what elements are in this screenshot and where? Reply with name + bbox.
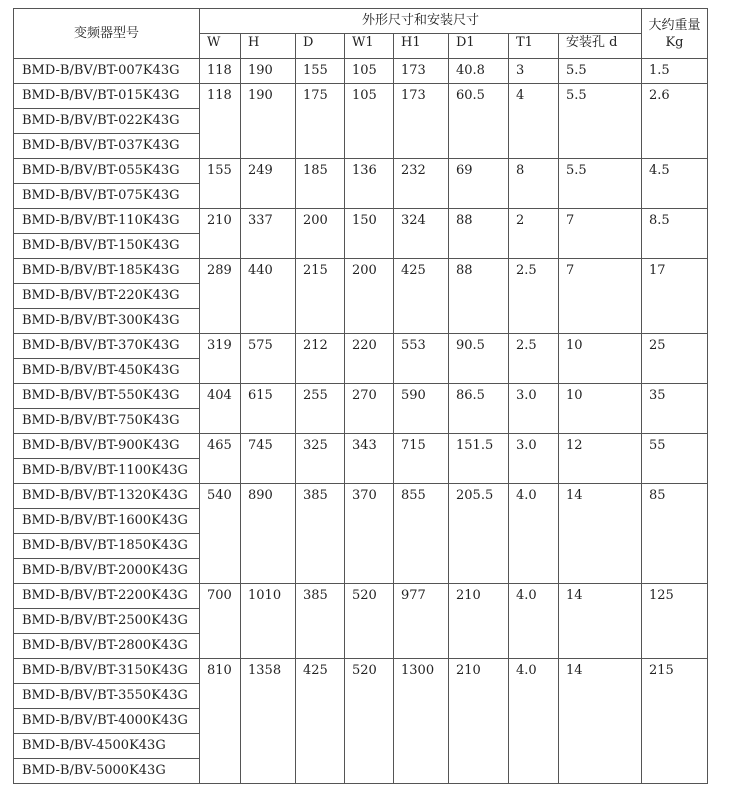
dimension-column-header: W1 (345, 34, 394, 59)
value-cell: 3 (509, 59, 559, 84)
model-cell: BMD-B/BV/BT-2500K43G (14, 609, 200, 634)
value-cell: 173 (394, 59, 449, 84)
table-row (14, 584, 708, 609)
value-cell: 200 (296, 209, 345, 259)
dimensions-table (13, 8, 708, 784)
table-row (14, 159, 708, 184)
weight-header-line1: 大约重量 (648, 17, 701, 33)
value-cell: 118 (200, 84, 241, 159)
value-cell: 5.5 (559, 159, 642, 209)
value-cell: 2.5 (509, 259, 559, 334)
value-cell: 190 (241, 59, 296, 84)
table-row (14, 334, 708, 359)
value-cell: 69 (449, 159, 509, 209)
value-cell: 270 (345, 384, 394, 434)
value-cell: 7 (559, 209, 642, 259)
value-cell: 8 (509, 159, 559, 209)
value-cell: 210 (200, 209, 241, 259)
value-cell: 210 (449, 659, 509, 784)
value-cell: 88 (449, 259, 509, 334)
value-cell: 14 (559, 659, 642, 784)
value-cell: 440 (241, 259, 296, 334)
value-cell: 343 (345, 434, 394, 484)
dimension-column-header: W (200, 34, 241, 59)
value-cell: 12 (559, 434, 642, 484)
value-cell: 1300 (394, 659, 449, 784)
table-row (14, 384, 708, 409)
value-cell: 86.5 (449, 384, 509, 434)
value-cell: 150 (345, 209, 394, 259)
value-cell: 173 (394, 84, 449, 159)
model-cell: BMD-B/BV/BT-900K43G (14, 434, 200, 459)
model-cell: BMD-B/BV/BT-150K43G (14, 234, 200, 259)
value-cell: 200 (345, 259, 394, 334)
value-cell: 1010 (241, 584, 296, 659)
value-cell: 205.5 (449, 484, 509, 584)
model-cell: BMD-B/BV/BT-037K43G (14, 134, 200, 159)
value-cell: 175 (296, 84, 345, 159)
value-cell: 2.6 (642, 84, 708, 159)
value-cell: 890 (241, 484, 296, 584)
value-cell: 14 (559, 484, 642, 584)
value-cell: 60.5 (449, 84, 509, 159)
model-cell: BMD-B/BV/BT-022K43G (14, 109, 200, 134)
model-cell: BMD-B/BV/BT-4000K43G (14, 709, 200, 734)
value-cell: 118 (200, 59, 241, 84)
table-row (14, 659, 708, 684)
value-cell: 810 (200, 659, 241, 784)
value-cell: 35 (642, 384, 708, 434)
model-cell: BMD-B/BV/BT-1850K43G (14, 534, 200, 559)
value-cell: 155 (200, 159, 241, 209)
model-cell: BMD-B/BV/BT-2000K43G (14, 559, 200, 584)
value-cell: 1358 (241, 659, 296, 784)
model-cell: BMD-B/BV-4500K43G (14, 734, 200, 759)
value-cell: 1.5 (642, 59, 708, 84)
value-cell: 4.0 (509, 484, 559, 584)
value-cell: 425 (296, 659, 345, 784)
value-cell: 385 (296, 584, 345, 659)
weight-column-header (642, 9, 708, 59)
model-cell: BMD-B/BV/BT-300K43G (14, 309, 200, 334)
value-cell: 289 (200, 259, 241, 334)
model-cell: BMD-B/BV/BT-750K43G (14, 409, 200, 434)
table-row (14, 59, 708, 84)
value-cell: 4.0 (509, 584, 559, 659)
model-cell: BMD-B/BV/BT-3150K43G (14, 659, 200, 684)
value-cell: 10 (559, 384, 642, 434)
value-cell: 337 (241, 209, 296, 259)
value-cell: 185 (296, 159, 345, 209)
value-cell: 715 (394, 434, 449, 484)
model-cell: BMD-B/BV/BT-185K43G (14, 259, 200, 284)
value-cell: 232 (394, 159, 449, 209)
value-cell: 4.0 (509, 659, 559, 784)
table-row (14, 84, 708, 109)
table-row (14, 434, 708, 459)
value-cell: 90.5 (449, 334, 509, 384)
model-cell: BMD-B/BV/BT-3550K43G (14, 684, 200, 709)
value-cell: 136 (345, 159, 394, 209)
value-cell: 590 (394, 384, 449, 434)
value-cell: 17 (642, 259, 708, 334)
value-cell: 88 (449, 209, 509, 259)
model-cell: BMD-B/BV-5000K43G (14, 759, 200, 784)
value-cell: 745 (241, 434, 296, 484)
value-cell: 8.5 (642, 209, 708, 259)
value-cell: 465 (200, 434, 241, 484)
model-cell: BMD-B/BV/BT-1600K43G (14, 509, 200, 534)
value-cell: 3.0 (509, 434, 559, 484)
value-cell: 215 (642, 659, 708, 784)
weight-header-unit: Kg (665, 34, 684, 50)
model-cell: BMD-B/BV/BT-1320K43G (14, 484, 200, 509)
dimension-column-header: D (296, 34, 345, 59)
model-cell: BMD-B/BV/BT-220K43G (14, 284, 200, 309)
value-cell: 190 (241, 84, 296, 159)
model-cell: BMD-B/BV/BT-550K43G (14, 384, 200, 409)
dimension-column-header: H1 (394, 34, 449, 59)
dimensions-group-header: 外形尺寸和安装尺寸 (200, 9, 642, 34)
value-cell: 553 (394, 334, 449, 384)
value-cell: 85 (642, 484, 708, 584)
value-cell: 210 (449, 584, 509, 659)
model-cell: BMD-B/BV/BT-370K43G (14, 334, 200, 359)
value-cell: 575 (241, 334, 296, 384)
value-cell: 2 (509, 209, 559, 259)
value-cell: 425 (394, 259, 449, 334)
value-cell: 2.5 (509, 334, 559, 384)
model-cell: BMD-B/BV/BT-2800K43G (14, 634, 200, 659)
value-cell: 325 (296, 434, 345, 484)
value-cell: 105 (345, 59, 394, 84)
value-cell: 255 (296, 384, 345, 434)
value-cell: 855 (394, 484, 449, 584)
value-cell: 105 (345, 84, 394, 159)
value-cell: 4 (509, 84, 559, 159)
value-cell: 319 (200, 334, 241, 384)
value-cell: 14 (559, 584, 642, 659)
value-cell: 151.5 (449, 434, 509, 484)
value-cell: 615 (241, 384, 296, 434)
value-cell: 520 (345, 659, 394, 784)
model-cell: BMD-B/BV/BT-007K43G (14, 59, 200, 84)
value-cell: 324 (394, 209, 449, 259)
value-cell: 212 (296, 334, 345, 384)
model-cell: BMD-B/BV/BT-450K43G (14, 359, 200, 384)
model-cell: BMD-B/BV/BT-2200K43G (14, 584, 200, 609)
value-cell: 700 (200, 584, 241, 659)
value-cell: 370 (345, 484, 394, 584)
value-cell: 3.0 (509, 384, 559, 434)
value-cell: 520 (345, 584, 394, 659)
value-cell: 10 (559, 334, 642, 384)
model-cell: BMD-B/BV/BT-015K43G (14, 84, 200, 109)
model-column-header: 变频器型号 (14, 9, 200, 59)
value-cell: 4.5 (642, 159, 708, 209)
value-cell: 7 (559, 259, 642, 334)
value-cell: 385 (296, 484, 345, 584)
value-cell: 55 (642, 434, 708, 484)
dimension-column-header: 安装孔 d (559, 34, 642, 59)
dimension-column-header: T1 (509, 34, 559, 59)
value-cell: 977 (394, 584, 449, 659)
value-cell: 220 (345, 334, 394, 384)
model-cell: BMD-B/BV/BT-1100K43G (14, 459, 200, 484)
value-cell: 40.8 (449, 59, 509, 84)
value-cell: 125 (642, 584, 708, 659)
value-cell: 5.5 (559, 59, 642, 84)
table-row (14, 259, 708, 284)
model-cell: BMD-B/BV/BT-075K43G (14, 184, 200, 209)
value-cell: 249 (241, 159, 296, 209)
model-cell: BMD-B/BV/BT-055K43G (14, 159, 200, 184)
value-cell: 540 (200, 484, 241, 584)
value-cell: 155 (296, 59, 345, 84)
table-row (14, 484, 708, 509)
value-cell: 5.5 (559, 84, 642, 159)
dimension-column-header: D1 (449, 34, 509, 59)
table-row (14, 209, 708, 234)
model-cell: BMD-B/BV/BT-110K43G (14, 209, 200, 234)
value-cell: 25 (642, 334, 708, 384)
dimension-column-header: H (241, 34, 296, 59)
value-cell: 215 (296, 259, 345, 334)
value-cell: 404 (200, 384, 241, 434)
